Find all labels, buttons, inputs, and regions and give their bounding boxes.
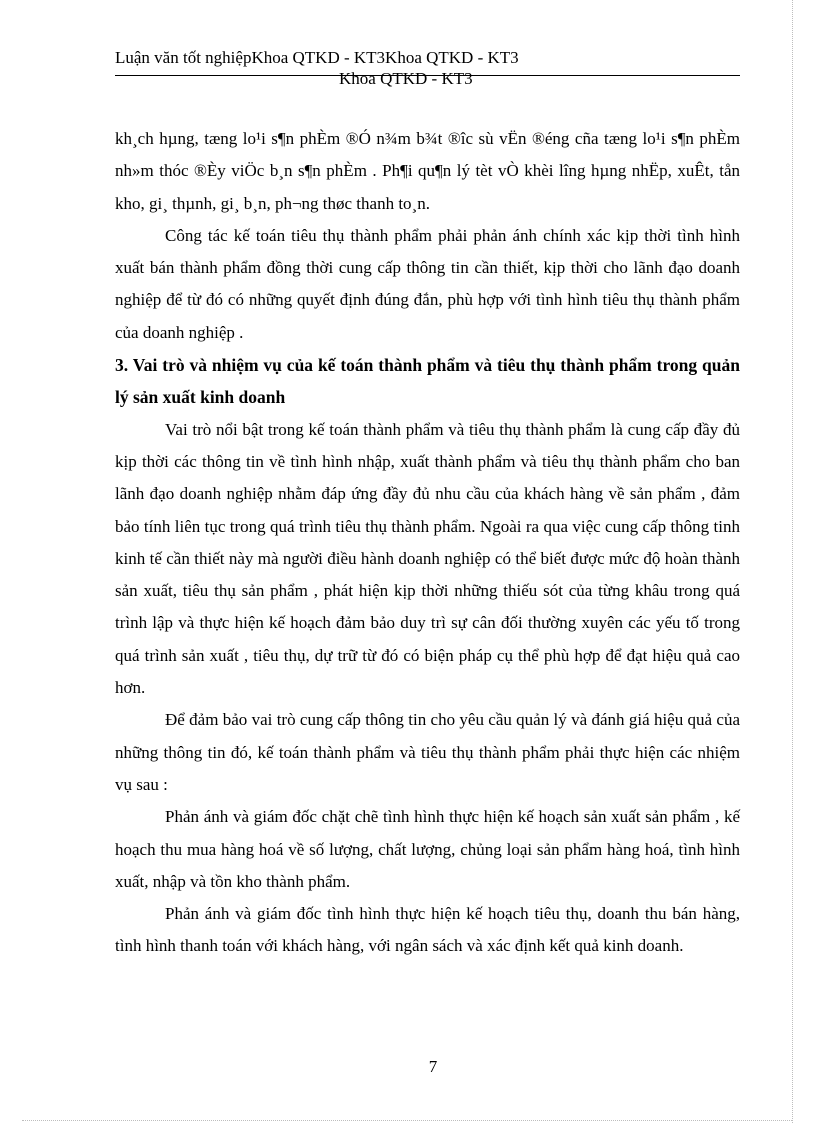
paragraph-role: Vai trò nổi bật trong kế toán thành phẩm và tiêu thụ thành phẩm là cung cấp đầy đủ kịp thời các thông tin về tình hình nhập, xuất thành phẩm và tiêu thụ thành phẩm cho ban lãnh đạo doanh nghiệp nhằm đáp ứng đầy đủ nhu cầu của khách hàng về sản phẩm , đảm bảo tính liên tục trong quá trình tiêu thụ thành phẩm. Ngoài ra qua việc cung cấp thông tinh kinh tế cần thiết này mà người điều hành doanh nghiệp có thể biết được mức độ hoàn thành sản xuất, tiêu thụ sản phẩm , phát hiện kịp thời những thiếu sót của từng khâu trong quá trình lập và thực hiện kế hoạch đảm bảo duy trì sự cân đối thường xuyên các yếu tố trong quá trình sản xuất , tiêu thụ, dự trữ từ đó có biện pháp cụ thể phù hợp để đạt hiệu quả cao hơn.	[115, 419, 740, 698]
header-subtitle: Khoa QTKD - KT3	[339, 69, 473, 88]
paragraph-garbled-font: kh¸ch hµng, tæng lo¹i s¶n phÈm ®Ó n¾m b¾t ®îc sù vËn ®éng cña tæng lo¹i s¶n phÈm nh»m thóc ®Èy viÖc b¸n s¶n phÈm . Ph¶i qu¶n lý tèt vÒ khèi lîng hµng nhËp, xuÊt, tån kho, gi¸ thµnh, gi¸ b¸n, ph¬ng thøc thanh to¸n.	[115, 129, 740, 213]
paragraph-task-2: Phản ánh và giám đốc tình hình thực hiện kế hoạch tiêu thụ, doanh thu bán hàng, tình hình thanh toán với khách hàng, với ngân sách và xác định kết quả kinh doanh.	[115, 904, 740, 956]
document-body	[115, 123, 740, 963]
page-bottom-border	[22, 1120, 792, 1121]
paragraph-accounting-duty: Công tác kế toán tiêu thụ thành phẩm phải phản ánh chính xác kịp thời tình hình xuất bán thành phẩm đồng thời cung cấp thông tin cần thiết, kịp thời cho lãnh đạo doanh nghiệp để từ đó có những quyết định đúng đắn, phù hợp với tình hình tiêu thụ thành phẩm của doanh nghiệp .	[115, 225, 740, 342]
paragraph-task-1: Phản ánh và giám đốc chặt chẽ tình hình thực hiện kế hoạch sản xuất sản phẩm , kế hoạch thu mua hàng hoá về số lượng, chất lượng, chủng loại sản phẩm hàng hoá, tình hình xuất, nhập và tồn kho thành phẩm.	[115, 807, 740, 891]
header-title: Luận văn tốt nghiệpKhoa QTKD - KT3Khoa QTKD - KT3	[115, 48, 519, 67]
paragraph-tasks-intro: Để đảm bảo vai trò cung cấp thông tin cho yêu cầu quản lý và đánh giá hiệu quả của những thông tin đó, kế toán thành phẩm và tiêu thụ thành phẩm phải thực hiện các nhiệm vụ sau :	[115, 710, 740, 794]
section-heading-3: 3. Vai trò và nhiệm vụ của kế toán thành phẩm và tiêu thụ thành phẩm trong quản lý sản xuất kinh doanh	[115, 355, 740, 408]
page-number: 7	[428, 1057, 438, 1076]
